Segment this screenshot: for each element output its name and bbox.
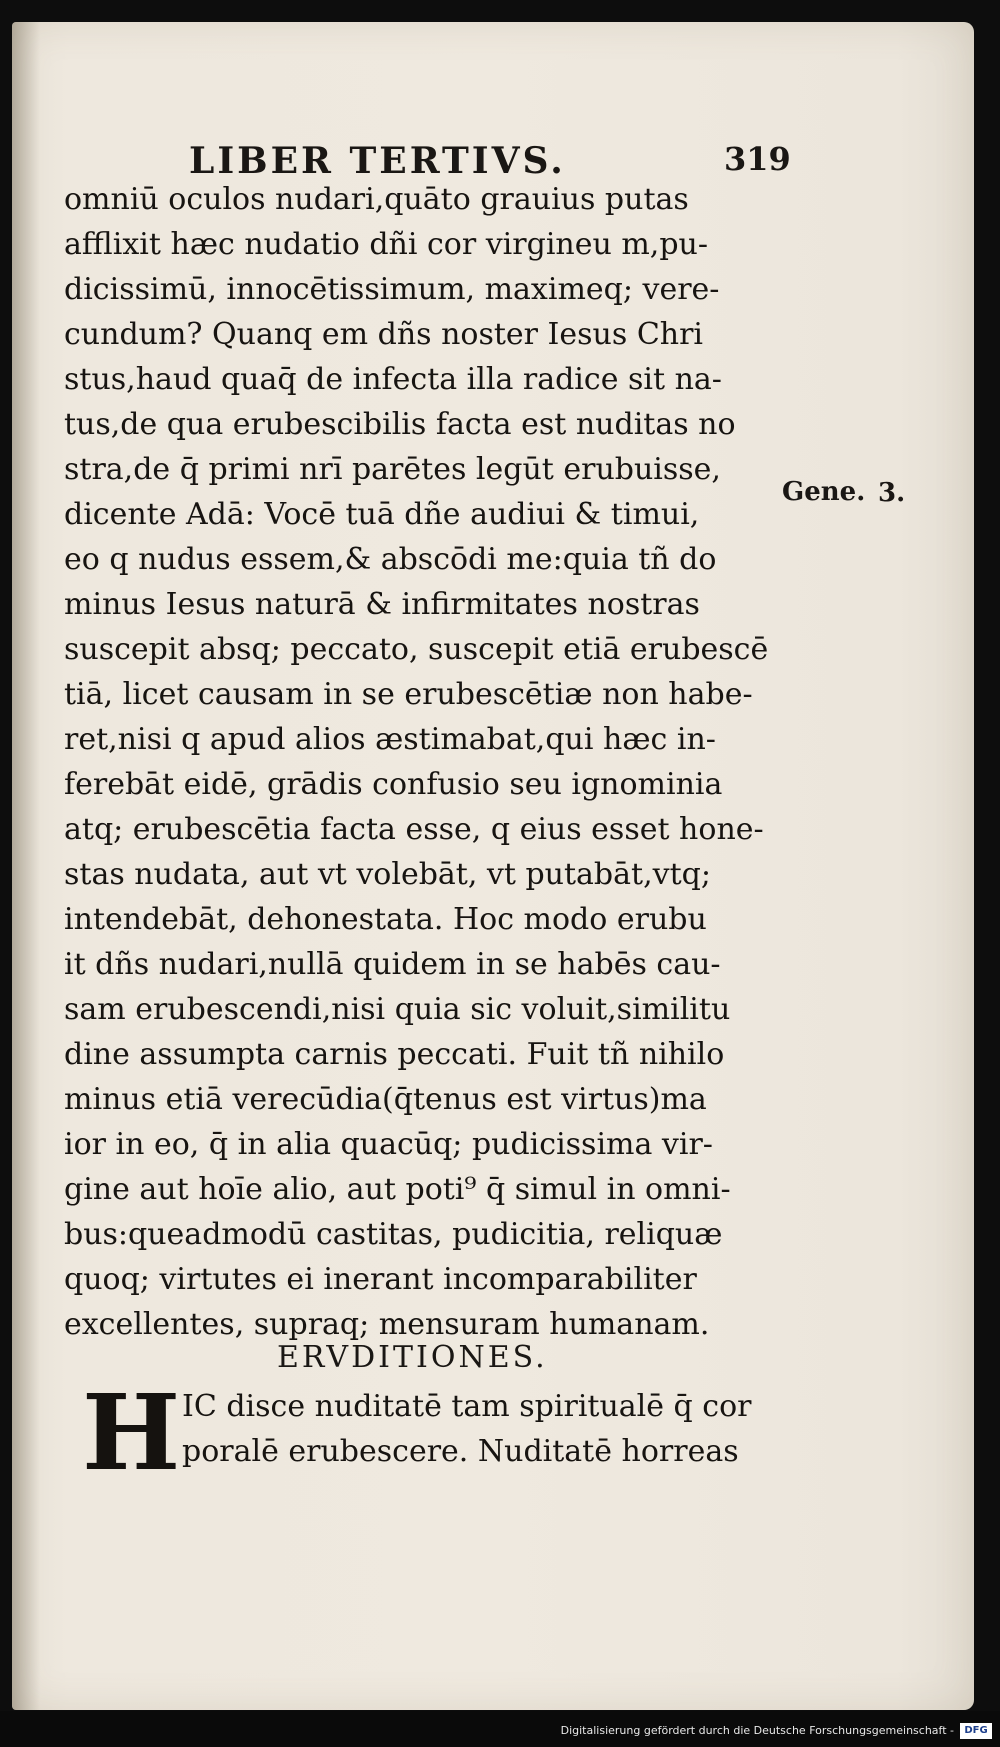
- text-line: eo q nudus essem,& abscōdi me:quia tñ do: [64, 542, 717, 577]
- book-page: [12, 22, 974, 1710]
- drop-cap-initial: H: [82, 1371, 181, 1494]
- text-line: tus,de qua erubescibilis facta est nuditas no: [64, 407, 736, 442]
- text-line: IC disce nuditatē tam spiritualē q̄ cor: [182, 1389, 752, 1424]
- text-line: suscepit absq; peccato, suscepit etiā erubescē: [64, 632, 769, 667]
- text-line: intendebāt, dehonestata. Hoc modo erubu: [64, 902, 707, 937]
- text-line: afflixit hæc nudatio dñi cor virgineu m,pu-: [64, 227, 708, 262]
- footer-bar: [0, 1711, 1000, 1747]
- section-heading: ERVDITIONES.: [277, 1340, 548, 1375]
- marginal-note: Gene.: [782, 477, 866, 507]
- text-line: ret,nisi q apud alios æstimabat,qui hæc in-: [64, 722, 716, 757]
- text-line: ferebāt eidē, grādis confusio seu ignominia: [64, 767, 723, 802]
- text-line: poralē erubescere. Nuditatē horreas: [182, 1434, 739, 1469]
- text-line: sam erubescendi,nisi quia sic voluit,similitu: [64, 992, 731, 1027]
- text-line: stas nudata, aut vt volebāt, vt putabāt,vtq;: [64, 857, 711, 892]
- text-line: quoq; virtutes ei inerant incomparabiliter: [64, 1262, 697, 1297]
- text-line: gine aut hoīe alio, aut poti⁹ q̄ simul in omni-: [64, 1172, 731, 1207]
- body-text: [64, 177, 794, 1347]
- dfg-logo-icon: DFG: [960, 1723, 992, 1739]
- text-line: minus etiā verecūdia(q̄tenus est virtus)ma: [64, 1082, 707, 1117]
- text-line: stus,haud quaq̄ de infecta illa radice sit na-: [64, 362, 722, 397]
- initial-text: [182, 1384, 752, 1474]
- text-line: tiā, licet causam in se erubescētiæ non habe-: [64, 677, 753, 712]
- text-line: minus Iesus naturā & infirmitates nostras: [64, 587, 700, 622]
- page-number: 319: [724, 140, 791, 178]
- marginal-reference-mark: 3.: [878, 478, 906, 508]
- text-line: omniū oculos nudari,quāto grauius putas: [64, 182, 689, 217]
- funding-credit: Digitalisierung gefördert durch die Deutsche Forschungsgemeinschaft -: [560, 1724, 954, 1737]
- text-line: atq; erubescētia facta esse, q eius esset hone-: [64, 812, 764, 847]
- initial-paragraph: [82, 1371, 822, 1494]
- text-line: it dñs nudari,nullā quidem in se habēs cau-: [64, 947, 721, 982]
- text-line: ior in eo, q̄ in alia quacūq; pudicissima vir-: [64, 1127, 713, 1162]
- text-line: dine assumpta carnis peccati. Fuit tñ nihilo: [64, 1037, 725, 1072]
- text-line: cundum? Quanq em dñs noster Iesus Chri: [64, 317, 704, 352]
- text-line: excellentes, supraq; mensuram humanam.: [64, 1307, 710, 1342]
- text-line: stra,de q̄ primi nrī parētes legūt erubuisse,: [64, 452, 721, 487]
- running-head: LIBER TERTIVS.: [189, 140, 566, 182]
- text-line: dicissimū, innocētissimum, maximeq; vere-: [64, 272, 720, 307]
- text-line: bus:queadmodū castitas, pudicitia, reliquæ: [64, 1217, 723, 1252]
- text-line: dicente Adā: Vocē tuā dñe audiui & timui,: [64, 497, 700, 532]
